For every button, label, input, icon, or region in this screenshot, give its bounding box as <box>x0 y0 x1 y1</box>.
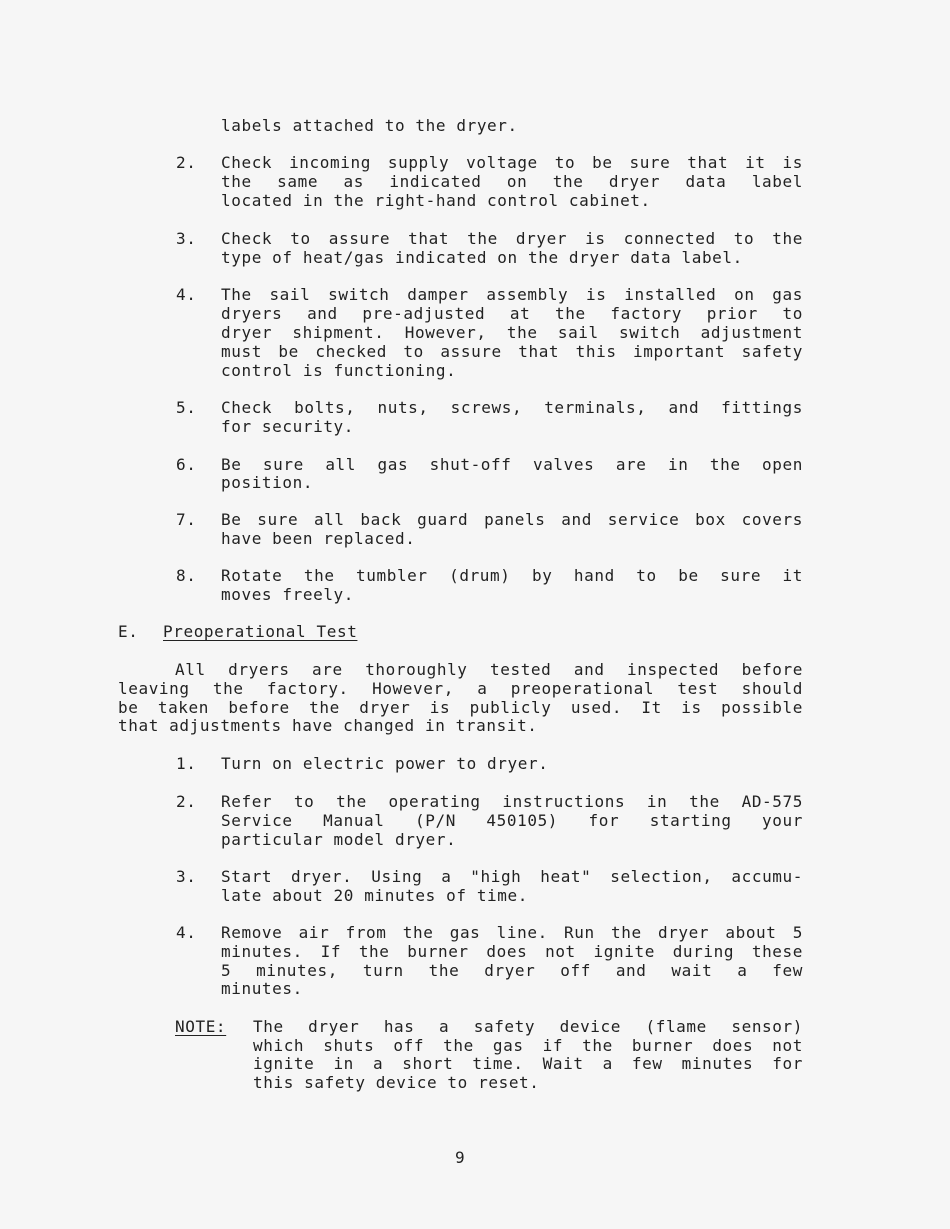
item-line: The sail switch damper assembly is installed on gas <box>221 285 803 304</box>
item-line: Check incoming supply voltage to be sure that it is <box>221 153 803 172</box>
item-number: 4. <box>176 923 197 942</box>
item-line: control is functioning. <box>221 361 457 380</box>
note-line: this safety device to reset. <box>253 1073 540 1092</box>
item-line: Remove air from the gas line. Run the dryer about 5 <box>221 923 803 942</box>
item-line: must be checked to assure that this important safety <box>221 342 803 361</box>
item-line: the same as indicated on the dryer data label <box>221 172 803 191</box>
item-number: 5. <box>176 398 197 417</box>
item-line: for security. <box>221 417 355 436</box>
item-line: Be sure all back guard panels and service box covers <box>221 510 803 529</box>
item-line: Start dryer. Using a "high heat" selection, accumu- <box>221 867 803 886</box>
item-number: 1. <box>176 754 197 773</box>
page-number: 9 <box>455 1148 466 1167</box>
item-line: Rotate the tumbler (drum) by hand to be sure it <box>221 566 803 585</box>
item-line: Check to assure that the dryer is connected to the <box>221 229 803 248</box>
item-line: Check bolts, nuts, screws, terminals, and fittings <box>221 398 803 417</box>
item-line: 5 minutes, turn the dryer off and wait a few <box>221 961 803 980</box>
continuation-text: labels attached to the dryer. <box>221 116 518 135</box>
note-line: which shuts off the gas if the burner does not <box>253 1036 803 1055</box>
intro-line: that adjustments have changed in transit. <box>118 716 538 735</box>
item-number: 3. <box>176 867 197 886</box>
item-line: minutes. If the burner does not ignite during these <box>221 942 803 961</box>
item-line: moves freely. <box>221 585 355 604</box>
item-number: 6. <box>176 455 197 474</box>
note-line: The dryer has a safety device (flame sensor) <box>253 1017 803 1036</box>
section-letter: E. <box>118 622 139 641</box>
item-line: located in the right-hand control cabinet. <box>221 191 651 210</box>
item-line: position. <box>221 473 314 492</box>
note-line: ignite in a short time. Wait a few minutes for <box>253 1054 803 1073</box>
item-number: 3. <box>176 229 197 248</box>
item-line: particular model dryer. <box>221 830 457 849</box>
item-number: 2. <box>176 792 197 811</box>
item-line: Service Manual (P/N 450105) for starting your <box>221 811 803 830</box>
item-line: dryer shipment. However, the sail switch adjustment <box>221 323 803 342</box>
item-line: late about 20 minutes of time. <box>221 886 528 905</box>
item-line: Turn on electric power to dryer. <box>221 754 549 773</box>
item-line: Refer to the operating instructions in the AD-575 <box>221 792 803 811</box>
intro-line: leaving the factory. However, a preoperational test should <box>118 679 803 698</box>
item-number: 8. <box>176 566 197 585</box>
intro-line: be taken before the dryer is publicly used. It is possible <box>118 698 803 717</box>
item-number: 7. <box>176 510 197 529</box>
item-line: minutes. <box>221 979 303 998</box>
note-label: NOTE: <box>175 1017 227 1036</box>
item-line: type of heat/gas indicated on the dryer data label. <box>221 248 743 267</box>
item-number: 4. <box>176 285 197 304</box>
section-heading: Preoperational Test <box>163 622 358 641</box>
item-number: 2. <box>176 153 197 172</box>
item-line: have been replaced. <box>221 529 416 548</box>
intro-line: All dryers are thoroughly tested and inspected before <box>175 660 803 679</box>
item-line: Be sure all gas shut-off valves are in the open <box>221 455 803 474</box>
item-line: dryers and pre-adjusted at the factory prior to <box>221 304 803 323</box>
